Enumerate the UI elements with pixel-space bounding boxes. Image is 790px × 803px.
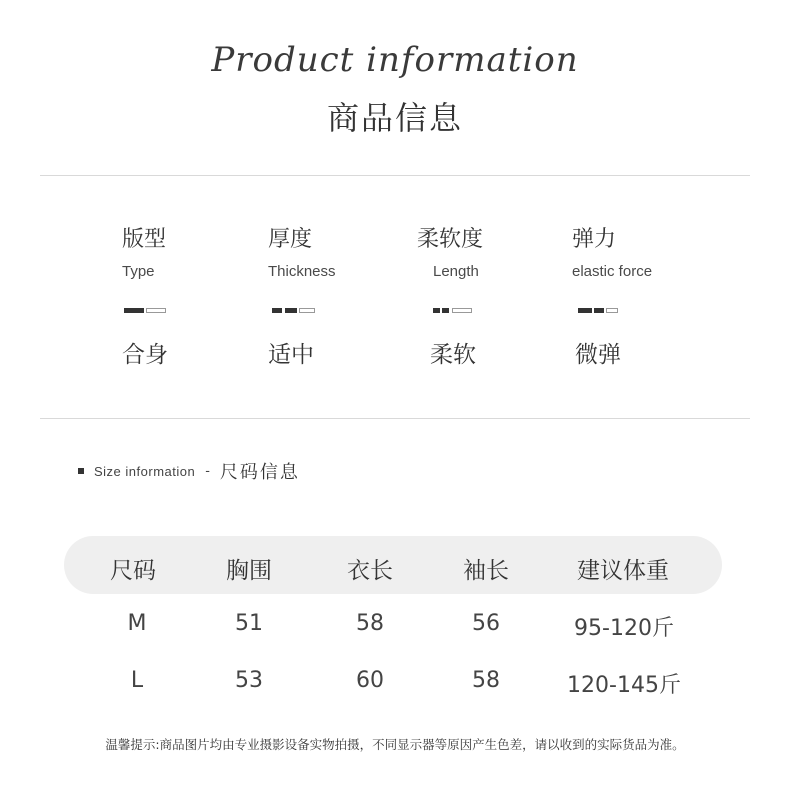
scale-segment [285,308,297,313]
scale-segment [442,308,449,313]
attr-value: 适中 [268,342,314,368]
size-label-en: Size information [94,463,196,479]
attr-value: 柔软 [430,342,476,368]
table-cell: M [127,611,147,636]
table-header-cell: 建议体重 [577,558,669,584]
attr-type [122,222,292,369]
attr-scale [122,308,292,314]
table-cell: 53 [235,668,263,693]
attr-value: 合身 [122,342,168,368]
scale-segment [578,308,592,313]
table-cell: L [130,668,144,693]
attr-label-cn: 柔软度 [417,227,484,252]
attr-scale [268,308,438,314]
scale-segment [124,308,144,313]
scale-segment [146,308,166,313]
scale-segment [272,308,282,313]
table-cell: 60 [356,668,384,693]
divider-top [40,175,750,176]
scale-segment [452,308,472,313]
attr-label-cn: 版型 [122,227,167,252]
attr-label-cn: 厚度 [268,227,313,252]
table-header-cell: 袖长 [463,558,509,584]
scale-segment [433,308,440,313]
attr-label-en: Length [433,263,479,280]
attr-label-en: elastic force [572,263,653,280]
scale-segment [594,308,604,313]
table-cell: 58 [472,668,500,693]
size-label-separator: - [205,463,210,479]
table-cell: 51 [235,611,263,636]
table-header-cell: 衣长 [347,558,393,584]
table-header-cell: 尺码 [110,558,156,584]
table-cell: 95-120斤 [574,616,674,641]
attr-label-en: Thickness [268,263,336,280]
attr-scale [417,308,587,314]
disclaimer-note: 温馨提示:商品图片均由专业摄影设备实物拍摄，不同显示器等原因产生色差，请以收到的实际货品为准。 [105,737,685,752]
attr-value: 微弹 [575,342,621,368]
table-header-cell: 胸围 [226,558,272,584]
page-title: 商品信息 [326,99,463,137]
size-label-cn: 尺码信息 [219,462,300,483]
table-cell: 58 [356,611,384,636]
size-section-header [78,458,300,484]
attr-elastic [572,222,742,369]
attr-label-en: Type [122,263,155,280]
attr-softness [417,222,587,369]
attr-thickness [268,222,438,369]
attr-scale [572,308,742,314]
scale-segment [606,308,618,313]
divider-middle [40,418,750,419]
table-cell: 120-145斤 [567,673,681,698]
script-title: Product information [211,40,579,80]
attr-label-cn: 弹力 [572,227,617,252]
scale-segment [299,308,315,313]
table-cell: 56 [472,611,500,636]
bullet-icon [78,468,84,474]
